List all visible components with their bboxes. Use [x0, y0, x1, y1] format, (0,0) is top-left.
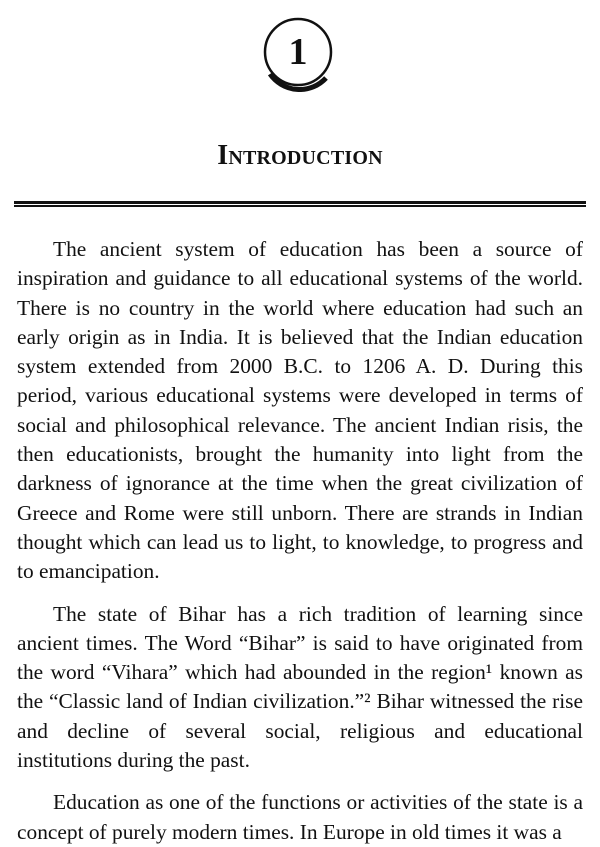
- chapter-body: [17, 235, 583, 847]
- title-divider-thin: [14, 205, 586, 207]
- paragraph-education-state: Education as one of the functions or activities of the state is a concept of purely modern times. In Europe in old times it was a: [17, 790, 583, 844]
- chapter-number: 1: [288, 31, 308, 73]
- chapter-number-badge: [258, 12, 338, 92]
- title-divider-thick: [14, 201, 586, 204]
- paragraph-bihar-tradition: The state of Bihar has a rich tradition of learning since ancient times. The Word “Bihar” is said to have originated from the word “Vihara” which had abounded in the region¹ known as the “Classic land of Indian civilization.”² Bihar witnessed the rise and decline of several social, religious and educational institutions during the past.: [17, 601, 583, 773]
- paragraph-ancient-education: The ancient system of education has been a source of inspiration and guidance to all educational systems of the world. There is no country in the world where education had such an early origin as in India. It is believed that the Indian education system extended from 2000 B.C. to 1206 A. D. During this period, various educational systems were developed in terms of social and philosophical relevance. The ancient Indian risis, the then educationists, brought the humanity into light from the darkness of ignorance at the time when the great civilization of Greece and Rome were still unborn. There are strands in Indian thought which can lead us to light, to knowledge, to progress and to emancipation.: [17, 237, 583, 584]
- chapter-title: Introduction: [217, 140, 383, 171]
